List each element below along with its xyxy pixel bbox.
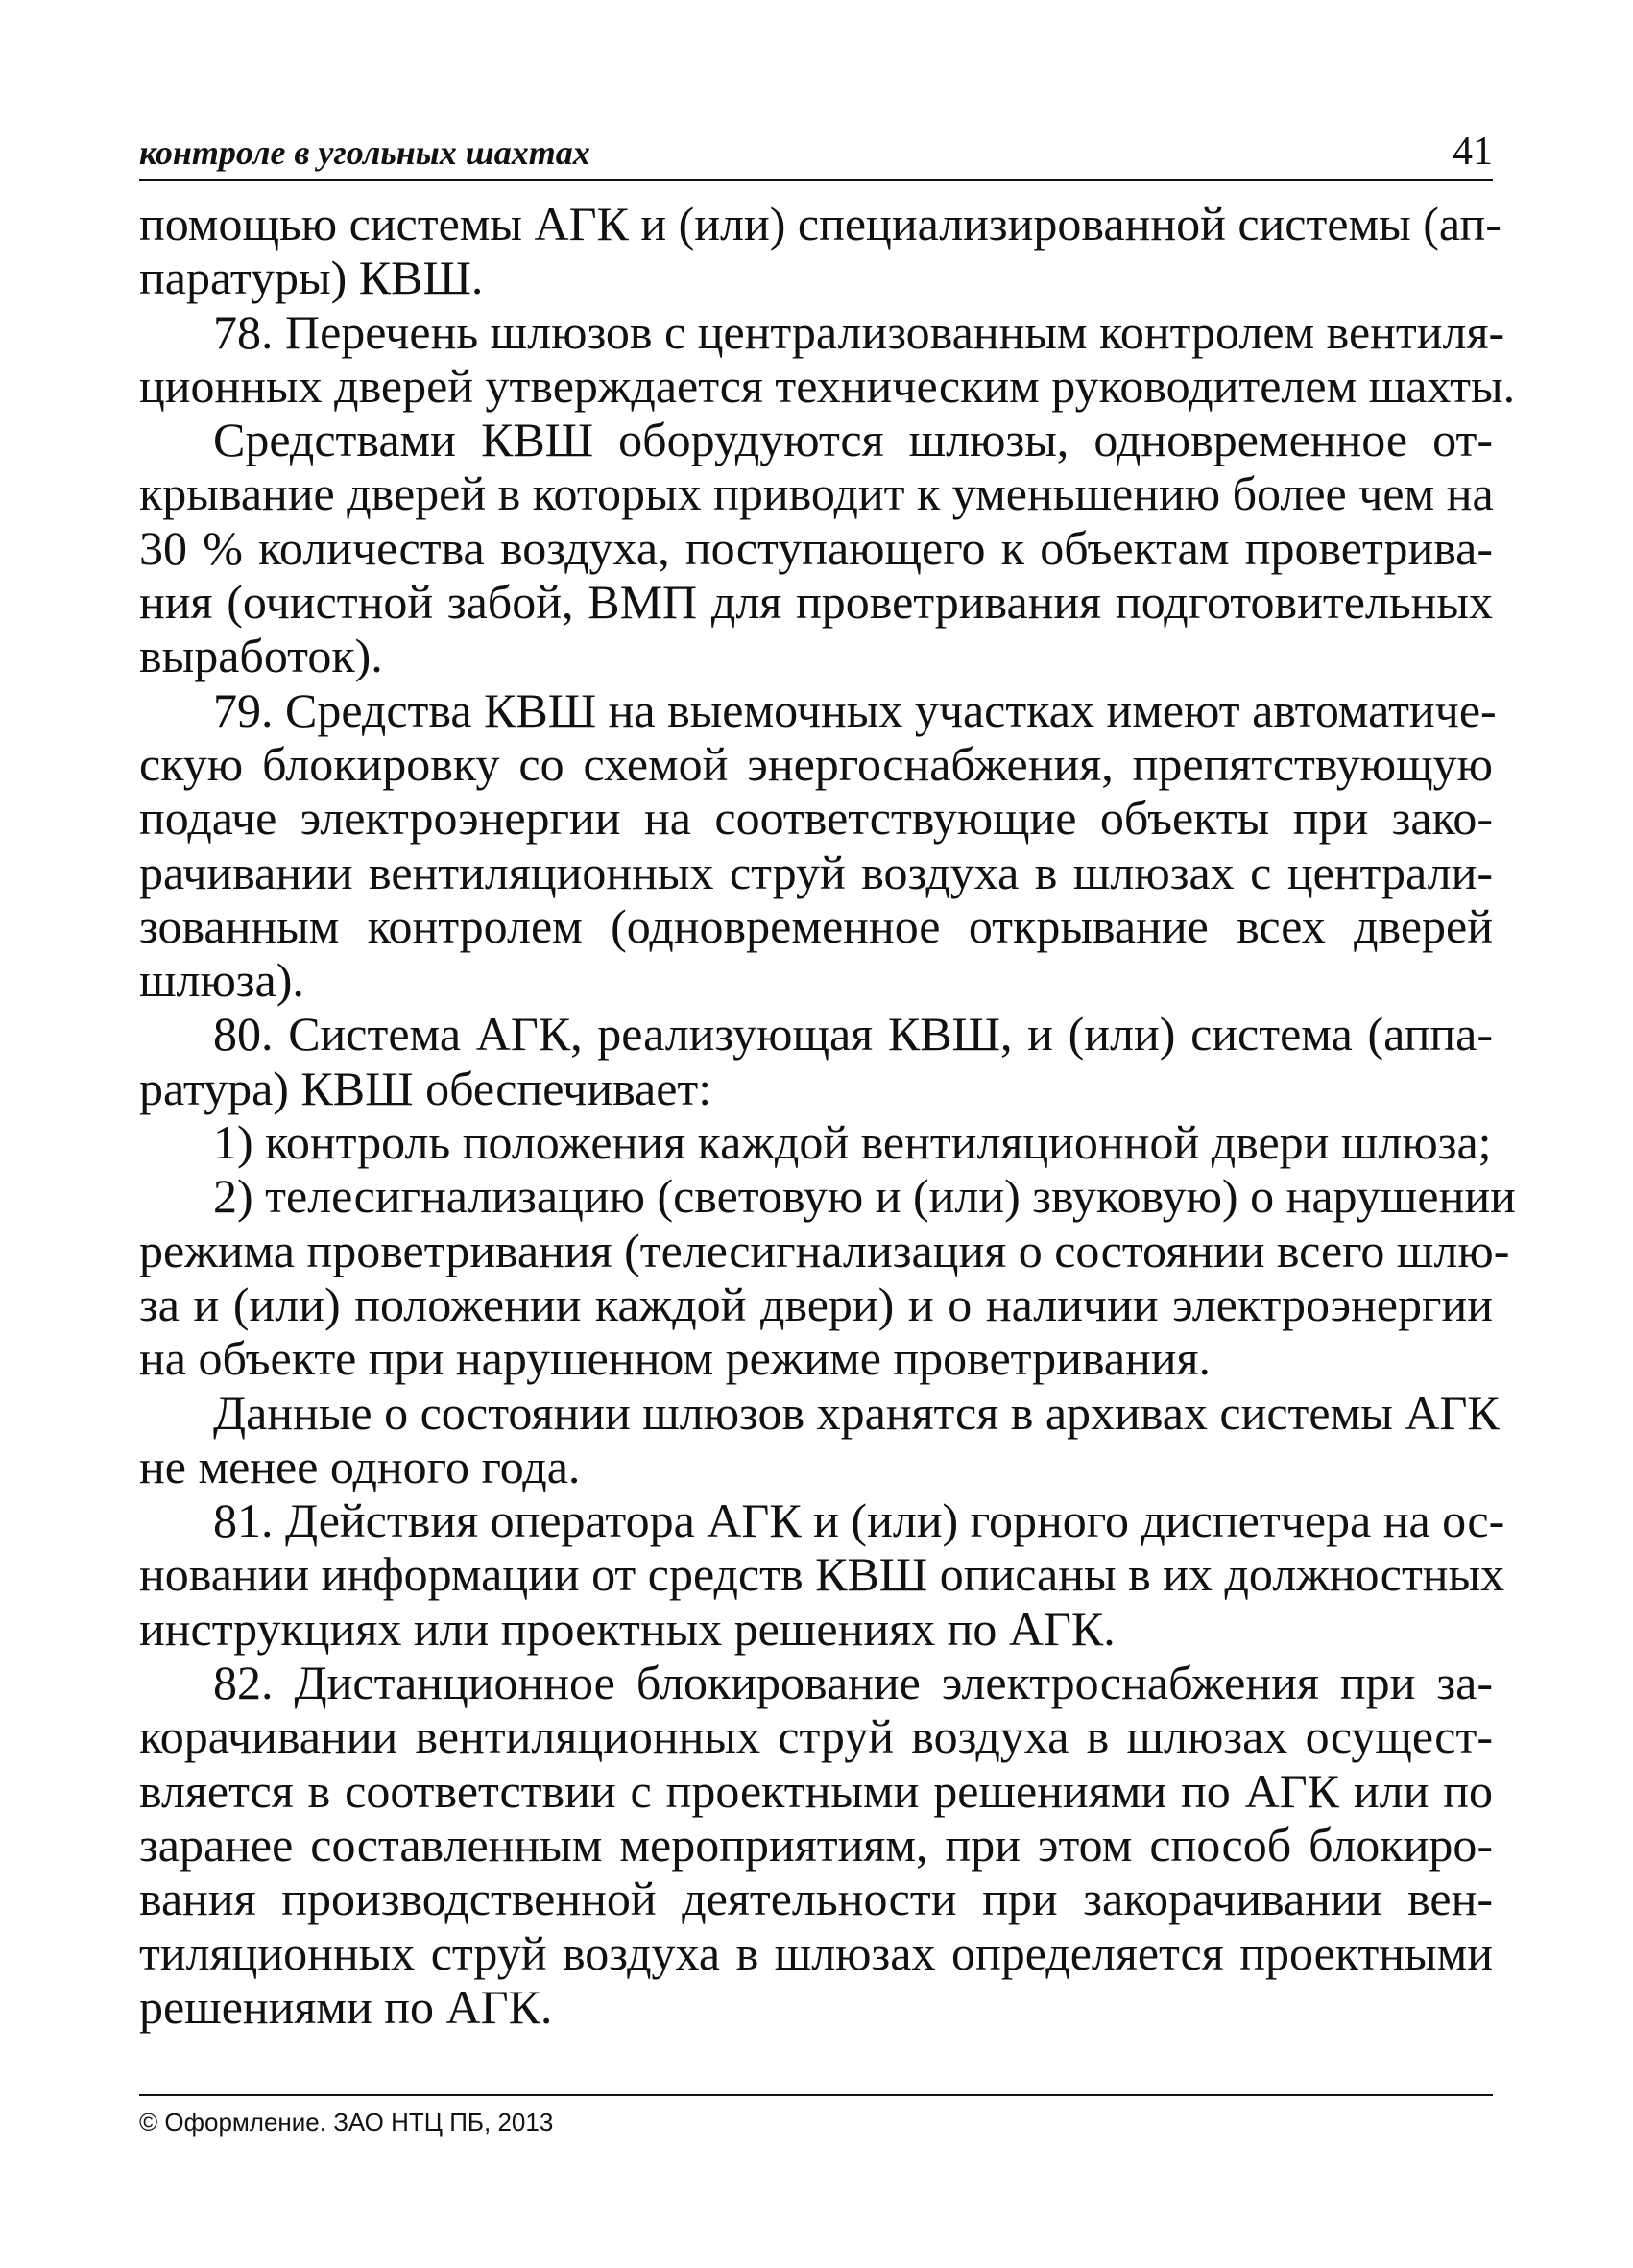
text-line: 82. Дистанционное блокирование электроснабжения при за-: [213, 1656, 1493, 1710]
text-line: за и (или) положении каждой двери) и о наличии электроэнергии: [139, 1277, 1493, 1331]
text-line: Данные о состоянии шлюзов хранятся в архивах системы АГК: [213, 1385, 1500, 1440]
text-line: решениями по АГК.: [139, 1979, 553, 2034]
text-line: режима проветривания (телесигнализация о состоянии всего шлю-: [139, 1223, 1510, 1277]
paragraph: [139, 1493, 1505, 1656]
text-line: выработок).: [139, 629, 383, 683]
text-line: новании информации от средств КВШ описаны в их должностных: [139, 1547, 1505, 1602]
paragraph: [139, 197, 1501, 305]
text-line: инструкциях или проектных решениях по АГК.: [139, 1601, 1116, 1656]
text-line: Средствами КВШ оборудуются шлюзы, одновременное от-: [213, 413, 1493, 467]
paragraph: [139, 1169, 1516, 1386]
text-line: ния (очистной забой, ВМП для проветривания подготовительных: [139, 575, 1493, 630]
paragraph: [139, 1656, 1493, 2034]
text-line: не менее одного года.: [139, 1439, 581, 1493]
page-number: 41: [1453, 130, 1493, 174]
text-line: рачивании вентиляционных струй воздуха в шлюзах с централи-: [139, 845, 1493, 899]
text-line: ционных дверей утверждается техническим руководителем шахты.: [139, 358, 1516, 413]
footer-copyright: © Оформление. ЗАО НТЦ ПБ, 2013: [139, 2108, 554, 2137]
paragraph: [139, 304, 1516, 414]
text-line: подаче электроэнергии на соответствующие объекты при зако-: [139, 791, 1493, 846]
text-line: на объекте при нарушенном режиме проветривания.: [139, 1331, 1212, 1386]
text-line: крывание дверей в которых приводит к уменьшению более чем на: [139, 466, 1494, 521]
text-line: вляется в соответствии с проектными решениями по АГК или по: [139, 1763, 1493, 1818]
paragraph: [139, 413, 1493, 682]
text-line: корачивании вентиляционных струй воздуха в шлюзах осущест-: [139, 1709, 1493, 1764]
text-line: 79. Средства КВШ на выемочных участках имеют автоматиче-: [213, 682, 1497, 737]
paragraph: [139, 1385, 1500, 1494]
text-line: 30 % количества воздуха, поступающего к объектам проветрива-: [139, 520, 1493, 575]
text-line: 2) телесигнализацию (световую и (или) звуковую) о нарушении: [213, 1169, 1516, 1224]
text-line: помощью системы АГК и (или) специализированной системы (ап-: [139, 197, 1501, 251]
page-header: [139, 132, 1493, 181]
text-line: вания производственной деятельности при закорачивании вен-: [139, 1872, 1493, 1926]
text-line: 1) контроль положения каждой вентиляционной двери шлюза;: [213, 1115, 1492, 1170]
paragraph: [139, 1007, 1493, 1115]
text-line: скую блокировку со схемой энергоснабжения, препятствующую: [139, 736, 1493, 791]
text-line: тиляционных струй воздуха в шлюзах определяется проектными: [139, 1925, 1493, 1980]
text-line: 78. Перечень шлюзов с централизованным контролем вентиля-: [213, 304, 1505, 359]
body-text: [139, 197, 1516, 2034]
paragraph: [139, 682, 1497, 1008]
text-line: ратура) КВШ обеспечивает:: [139, 1061, 712, 1115]
text-line: заранее составленным мероприятиям, при этом способ блокиро-: [139, 1817, 1493, 1872]
paragraph: [139, 1115, 1493, 1169]
text-line: 81. Действия оператора АГК и (или) горного диспетчера на ос-: [213, 1493, 1505, 1548]
text-line: шлюза).: [139, 953, 304, 1008]
text-line: зованным контролем (одновременное открывание всех дверей: [139, 898, 1493, 953]
text-line: паратуры) КВШ.: [139, 251, 484, 305]
running-title: контроле в угольных шахтах: [139, 133, 590, 172]
text-line: 80. Система АГК, реализующая КВШ, и (или) система (аппа-: [213, 1007, 1493, 1062]
footer-divider: [139, 2094, 1493, 2096]
